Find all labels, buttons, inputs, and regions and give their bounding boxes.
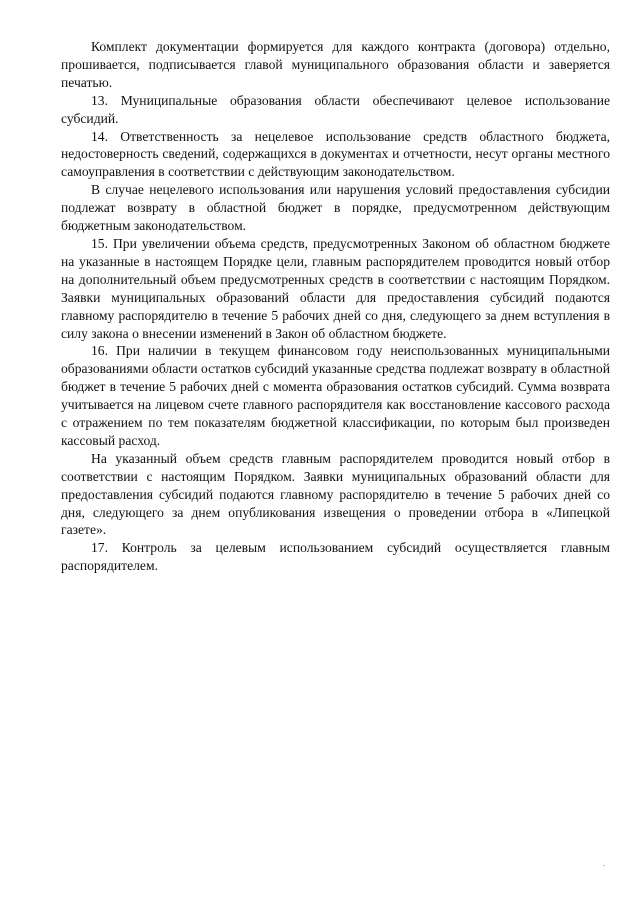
document-body (61, 38, 610, 575)
paragraph-new-selection: На указанный объем средств главным распорядителем проводится новый отбор в соответствии с настоящим Порядком. Заявки муниципальных образований области для предоставления субсидий подаются главному распорядителю в течение 5 рабочих дней со дня, следующего за днем опубликования извещения о проведении отбора в «Липецкой газете». (61, 450, 610, 538)
paragraph-16: 16. При наличии в текущем финансовом году неиспользованных муниципальными образованиями области остатков субсидий указанные средства подлежат возврату в областной бюджет в течение 5 рабочих дней с момента образования остатков субсидий. Сумма возврата учитывается на лицевом счете главного распорядителя как восстановление кассового расхода с отражением по тем показателям бюджетной классификации, по которым был произведен кассовый расход. (61, 343, 610, 448)
paragraph-13: 13. Муниципальные образования области обеспечивают целевое использование субсидий. (61, 92, 610, 126)
paragraph-17: 17. Контроль за целевым использованием субсидий осуществляется главным распорядителем. (61, 540, 610, 574)
paragraph-14: 14. Ответственность за нецелевое использование средств областного бюджета, недостоверность сведений, содержащихся в документах и отчетности, несут органы местного самоуправления в соответствии с действующим законодательством. (61, 128, 610, 180)
corner-mark: . (603, 858, 606, 868)
paragraph-15: 15. При увеличении объема средств, предусмотренных Законом об областном бюджете на указанные в настоящем Порядке цели, главным распорядителем проводится новый отбор на дополнительный объем предусмотренных средств в соответствии с настоящим Порядком. Заявки муниципальных образований области для предоставления субсидий подаются главному распорядителю в течение 5 рабочих дней со дня, следующего за днем вступления в силу закона о внесении изменений в Закон об областном бюджете. (61, 235, 610, 341)
paragraph-misuse-return: В случае нецелевого использования или нарушения условий предоставления субсидии подлежат возврату в областной бюджет в порядке, предусмотренном действующим бюджетным законодательством. (61, 182, 610, 234)
paragraph-documentation-set: Комплект документации формируется для каждого контракта (договора) отдельно, прошивается, подписывается главой муниципального образования области и заверяется печатью. (61, 39, 610, 90)
